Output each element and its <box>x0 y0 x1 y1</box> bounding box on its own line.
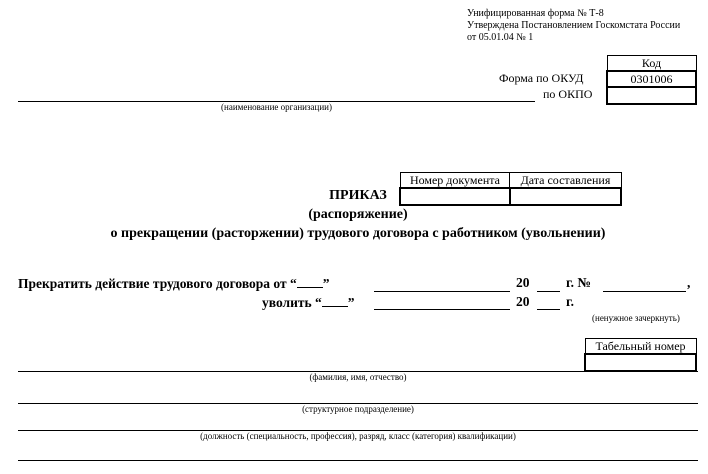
doc-date-header: Дата составления <box>510 173 621 189</box>
order-subtitle: (распоряжение) <box>308 207 408 222</box>
comma: , <box>687 275 691 290</box>
fio-hint: (фамилия, имя, отчество) <box>309 372 407 382</box>
year-suffix-2: г. <box>566 294 574 309</box>
dismiss-line <box>262 294 355 311</box>
open-quote: “ <box>289 276 297 291</box>
form-header <box>467 8 680 44</box>
close-quote-2: ” <box>347 295 355 310</box>
year-field-2[interactable] <box>537 309 560 310</box>
contract-number-field[interactable] <box>603 291 686 292</box>
codes-table <box>606 55 697 105</box>
tab-number-label: Табельный номер <box>585 339 696 355</box>
year-field-1[interactable] <box>537 291 560 292</box>
okpo-label: по ОКПО <box>543 87 593 101</box>
extra-line[interactable] <box>18 460 698 461</box>
okpo-value[interactable] <box>607 87 696 104</box>
day-field-1[interactable] <box>297 275 323 288</box>
tab-number-value[interactable] <box>585 354 696 371</box>
doc-number-value[interactable] <box>400 188 510 205</box>
year-prefix-1: 20 <box>516 275 530 290</box>
strike-hint: (ненужное зачеркнуть) <box>592 313 680 323</box>
order-title: ПРИКАЗ <box>329 188 387 203</box>
month-field-1[interactable] <box>374 291 510 292</box>
doc-date-value[interactable] <box>510 188 621 205</box>
org-name-hint: (наименование организации) <box>221 102 332 112</box>
year-prefix-2: 20 <box>516 294 530 309</box>
doc-number-header: Номер документа <box>400 173 510 189</box>
day-field-2[interactable] <box>322 294 348 307</box>
terminate-line <box>18 275 329 292</box>
open-quote-2: “ <box>315 295 322 310</box>
order-description: о прекращении (расторжении) трудового договора с работником (увольнении) <box>110 226 606 241</box>
terminate-prefix: Прекратить действие трудового договора от <box>18 276 287 291</box>
okud-label: Форма по ОКУД <box>499 71 584 85</box>
codes-head: Код <box>607 56 696 72</box>
form-header-line3: от 05.01.04 № 1 <box>467 32 534 43</box>
okud-value[interactable]: 0301006 <box>607 71 696 87</box>
close-quote: ” <box>322 276 330 291</box>
year-suffix-1: г. № <box>566 275 591 290</box>
tab-number-table <box>584 338 697 372</box>
month-field-2[interactable] <box>374 309 510 310</box>
dismiss-prefix: уволить <box>262 295 312 310</box>
doc-table <box>399 172 622 206</box>
form-header-line1: Унифицированная форма № Т-8 <box>467 8 604 19</box>
dept-hint: (структурное подразделение) <box>302 404 414 414</box>
position-hint: (должность (специальность, профессия), разряд, класс (категория) квалификации) <box>200 431 516 441</box>
form-header-line2: Утверждена Постановлением Госкомстата России <box>467 20 681 31</box>
